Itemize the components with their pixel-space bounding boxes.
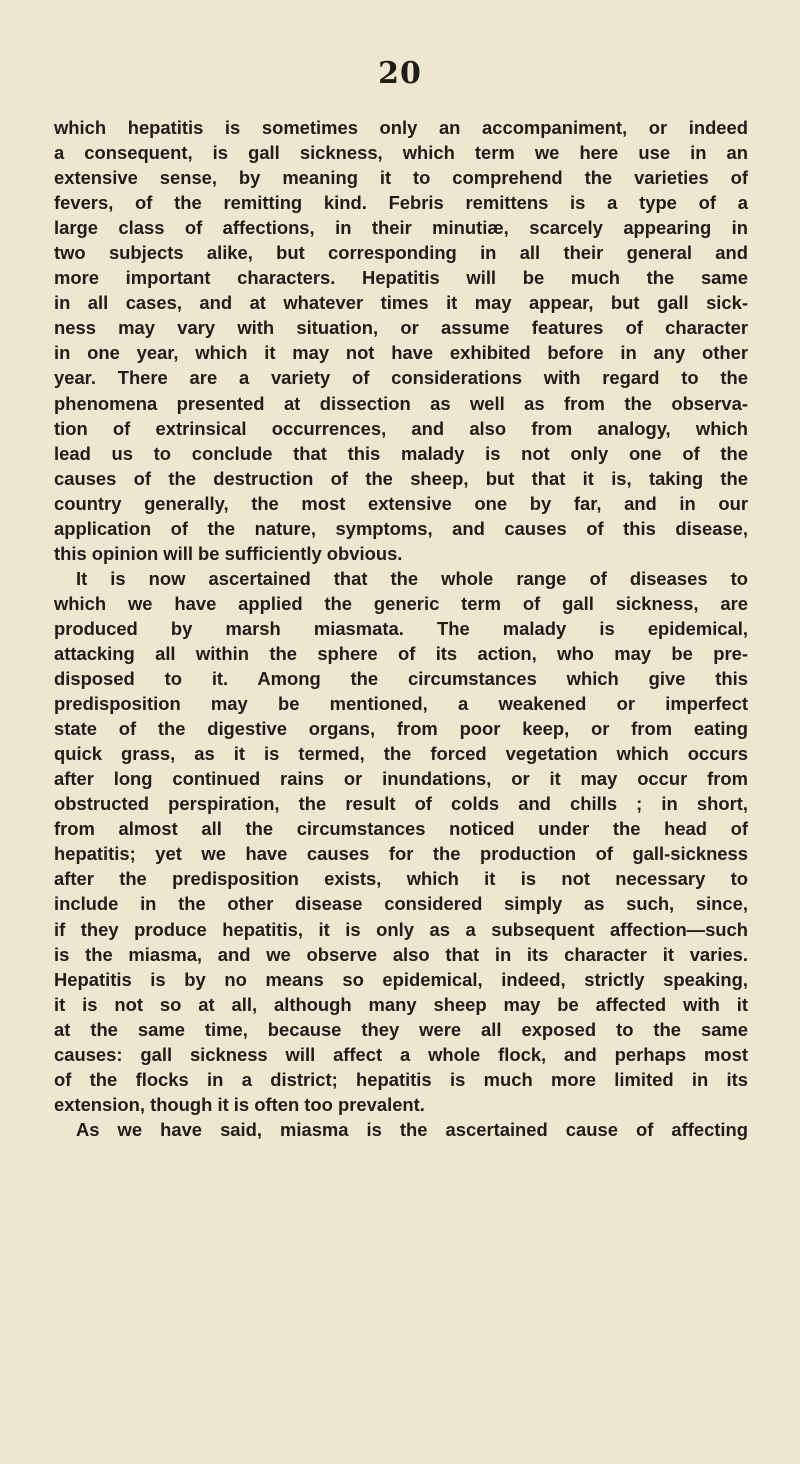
- text-line: causes of the destruction of the sheep, but that it is, taking the: [54, 467, 748, 489]
- body-text: [54, 115, 748, 1142]
- text-line: include in the other disease considered simply as such, since,: [54, 893, 748, 915]
- text-line: more important characters. Hepatitis will be much the same: [54, 267, 748, 289]
- text-line: at the same time, because they were all exposed to the same: [54, 1018, 748, 1040]
- text-line: predisposition may be mentioned, a weakened or imperfect: [54, 693, 748, 715]
- text-line: this opinion will be sufficiently obvious.: [54, 542, 403, 564]
- paragraph: [54, 566, 748, 1117]
- text-line: which hepatitis is sometimes only an accompaniment, or indeed: [54, 117, 748, 138]
- text-line: application of the nature, symptoms, and causes of this disease,: [54, 517, 748, 539]
- text-line: two subjects alike, but corresponding in all their general and: [54, 242, 748, 264]
- paragraph: [54, 115, 748, 566]
- text-line: in all cases, and at whatever times it may appear, but gall sick-: [54, 292, 748, 314]
- text-line: from almost all the circumstances noticed under the head of: [54, 818, 748, 840]
- text-line: lead us to conclude that this malady is not only one of the: [54, 442, 748, 464]
- text-line: year. There are a variety of considerations with regard to the: [54, 367, 748, 389]
- text-line: tion of extrinsical occurrences, and also from analogy, which: [54, 417, 748, 439]
- text-line: country generally, the most extensive one by far, and in our: [54, 492, 748, 514]
- text-line: state of the digestive organs, from poor keep, or from eating: [54, 718, 748, 740]
- text-line: if they produce hepatitis, it is only as a subsequent affection—such: [54, 918, 748, 940]
- text-line: extension, though it is often too prevalent.: [54, 1093, 425, 1115]
- text-line: is the miasma, and we observe also that in its character it varies.: [54, 943, 748, 965]
- text-line: after long continued rains or inundations, or it may occur from: [54, 768, 748, 790]
- text-line: extensive sense, by meaning it to comprehend the varieties of: [54, 167, 748, 189]
- text-line: phenomena presented at dissection as well as from the observa-: [54, 392, 748, 414]
- text-line: disposed to it. Among the circumstances which give this: [54, 668, 748, 690]
- text-line: it is not so at all, although many sheep may be affected with it: [54, 993, 748, 1015]
- text-line: produced by marsh miasmata. The malady is epidemical,: [54, 617, 748, 639]
- text-line: after the predisposition exists, which it is not necessary to: [54, 868, 748, 890]
- page-number: 20: [378, 56, 422, 91]
- text-line: hepatitis; yet we have causes for the production of gall-sickness: [54, 843, 748, 865]
- text-line: obstructed perspiration, the result of colds and chills ; in short,: [54, 793, 748, 815]
- paragraph: [54, 1117, 748, 1142]
- text-line: which we have applied the generic term of gall sickness, are: [54, 592, 748, 614]
- text-line: As we have said, miasma is the ascertained cause of affecting: [76, 1118, 748, 1140]
- text-line: large class of affections, in their minutiæ, scarcely appearing in: [54, 217, 748, 239]
- text-line: of the flocks in a district; hepatitis is much more limited in its: [54, 1068, 748, 1090]
- text-line: attacking all within the sphere of its action, who may be pre-: [54, 642, 748, 664]
- text-line: Hepatitis is by no means so epidemical, indeed, strictly speaking,: [54, 968, 748, 990]
- text-line: causes: gall sickness will affect a whole flock, and perhaps most: [54, 1043, 748, 1065]
- text-line: ness may vary with situation, or assume features of character: [54, 317, 748, 339]
- text-line: in one year, which it may not have exhibited before in any other: [54, 342, 748, 364]
- text-line: quick grass, as it is termed, the forced vegetation which occurs: [54, 743, 748, 765]
- text-line: It is now ascertained that the whole range of diseases to: [76, 567, 748, 589]
- text-line: fevers, of the remitting kind. Febris remittens is a type of a: [54, 192, 748, 214]
- text-line: a consequent, is gall sickness, which term we here use in an: [54, 142, 748, 164]
